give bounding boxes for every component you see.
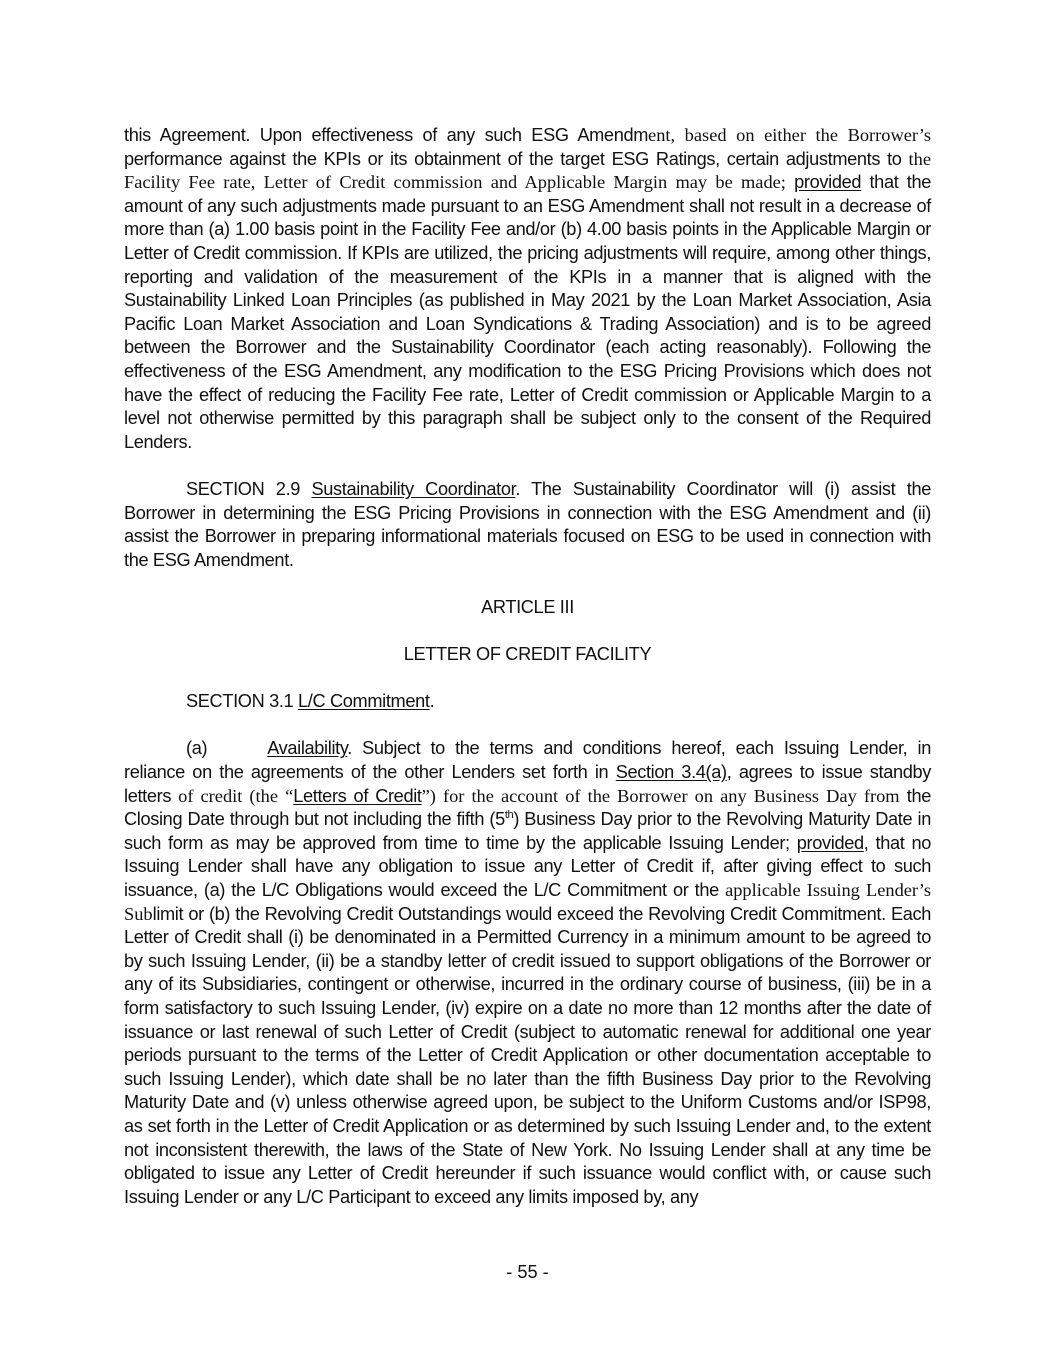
section-2-9-paragraph: [124, 478, 931, 572]
section-body: . The Sustainability Coordinator will (i) assist the Borrower in determining the ESG Pricing Provisions in connection with the ESG Amendment and (ii) assist the Borrower in preparing informational materials focused on ESG to be used in connection with the ESG Amendment.: [124, 478, 931, 570]
provided-term: provided: [794, 172, 862, 193]
superscript: th: [504, 809, 514, 822]
article-heading: ARTICLE III: [481, 596, 574, 617]
text-run: performance against the KPIs or its obtainment of the target ESG Ratings, certain adjustments to: [124, 148, 909, 169]
section-label: SECTION 2.9: [186, 478, 312, 499]
text-run: , that no Issuing Lender shall have any obligation to issue any Letter of Credit if, after giving effect to such issuance, (a) the L/C Obligations would exceed the L/C Commitment or the: [124, 832, 931, 900]
section-reference: Section 3.4(a): [615, 762, 727, 783]
text-run: the Facility Fee rate, Letter of Credit commission and Applicable Margin may be made;: [124, 148, 931, 193]
subsection-title: Availability: [267, 738, 348, 759]
subsection-marker: (a): [186, 738, 208, 759]
text-run: .: [429, 691, 435, 712]
availability-paragraph: [124, 737, 931, 1209]
esg-pricing-paragraph: [124, 124, 931, 454]
text-run: applicable Issuing Lender’s Sub: [124, 880, 932, 924]
text-run: that the amount of any such adjustments made pursuant to an ESG Amendment shall not result in a decrease of more than (a) 1.00 basis point in the Facility Fee and/or (b) 4.00 basis points in the Applicable Margin or Letter of Credit commission. If KPIs are utilized, the pricing adjustments will require, among other things, reporting and validation of the measurement of the KPIs in a manner that is aligned with the Sustainability Linked Loan Principles (as published in May 2021 by the Loan Market Association, Asia Pacific Loan Market Association and Loan Syndications & Trading Association) and is to be agreed between the Borrower and the Sustainability Coordinator (each acting reasonably). Following the effectiveness of the ESG Amendment, any modification to the ESG Pricing Provisions which does not have the effect of reducing the Facility Fee rate, Letter of Credit commission or Applicable Margin to a level not otherwise permitted by this paragraph shall be subject only to the consent of the Required Lenders.: [124, 172, 931, 452]
text-run: ) Business Day prior to the Revolving Maturity Date in such form as may be approved from time to time by the applicable Issuing Lender;: [124, 809, 931, 853]
section-title: L/C Commitment: [298, 691, 430, 712]
section-label: SECTION 3.1: [186, 691, 299, 712]
text-run: . Subject to the terms and conditions hereof, each Issuing Lender, in reliance on the agreements of the other Lenders set forth in: [124, 738, 931, 783]
section-3-1-heading: [124, 690, 931, 714]
article-title: LETTER OF CREDIT FACILITY: [403, 644, 652, 665]
provided-term: provided: [796, 832, 864, 853]
text-run: of credit (the “: [171, 785, 294, 806]
text-run: limit or (b) the Revolving Credit Outstandings would exceed the Revolving Credit Commitment. Each Letter of Credit shall (i) be denominated in a Permitted Currency in a minimum amount to be agreed to by such Issuing Lender, (ii) be a standby letter of credit issued to support obligations of the Borrower or any of its Subsidiaries, contingent or otherwise, incurred in the ordinary course of business, (iii) be in a form satisfactory to such Issuing Lender, (iv) expire on a date no more than 12 months after the date of issuance or last renewal of such Letter of Credit (subject to automatic renewal for additional one year periods pursuant to the terms of the Letter of Credit Application or other documentation acceptable to such Issuing Lender), which date shall be no later than the fifth Business Day prior to the Revolving Maturity Date and (v) unless otherwise agreed upon, be subject to the Uniform Customs and/or ISP98, as set forth in the Letter of Credit Application or as determined by such Issuing Lender and, to the extent not inconsistent therewith, the laws of the State of New York. No Issuing Lender shall at any time be obligated to issue any Letter of Credit hereunder if such issuance would conflict with, or cause such Issuing Lender or any L/C Participant to exceed any limits imposed by, any: [124, 903, 931, 1207]
text-run: , agrees to issue standby letters: [124, 762, 932, 806]
text-run: this Agreement. Upon effectiveness of any such ESG Amendm: [124, 125, 649, 145]
page-number: - 55 -: [506, 1262, 549, 1282]
defined-term: Letters of Credit: [293, 785, 422, 806]
document-page: [124, 124, 931, 1209]
text-run: ”) for the account of the Borrower on any Business Day from: [421, 785, 900, 806]
text-run: ent, based on either the Borrower’s: [648, 125, 931, 145]
text-run: the Closing Date through but not including the fifth (5: [124, 785, 931, 830]
section-title: Sustainability Coordinator: [311, 478, 516, 499]
